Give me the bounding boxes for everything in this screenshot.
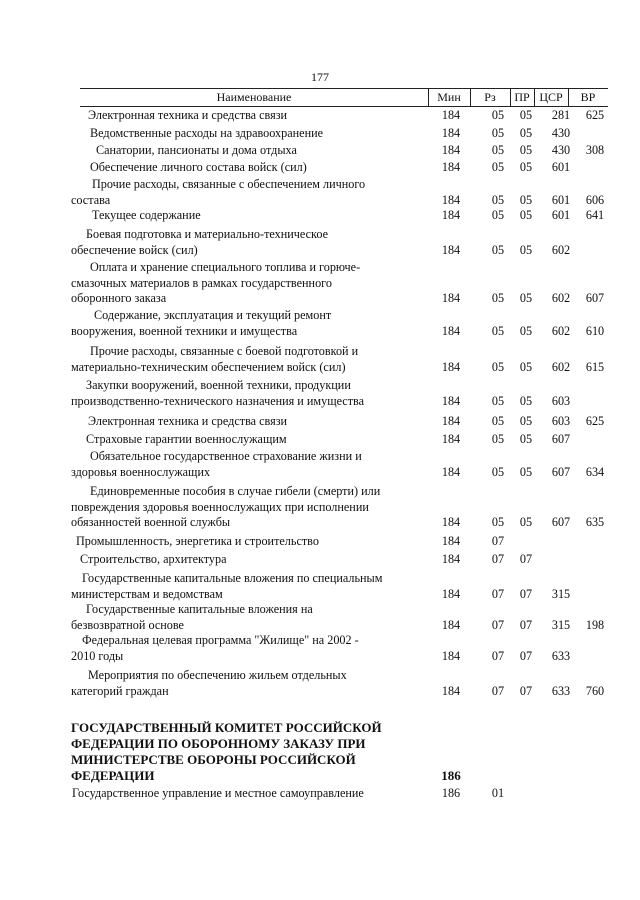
table-row [0,414,640,430]
cell-vr: 198 [585,617,605,632]
cell-vr: 610 [585,323,605,338]
cell-vr: 625 [585,108,605,122]
row-name-line: Боевая подготовка и материально-техническое [86,227,328,241]
cell-pr: 05 [519,192,533,207]
cell-rz: 05 [491,242,505,257]
cell-rz: 07 [491,534,505,548]
cell-min: 184 [441,359,461,374]
cell-csr: 601 [551,208,571,222]
row-name-line: Обеспечение личного состава войск (сил) [90,160,307,174]
cell-pr: 05 [519,414,533,428]
cell-rz: 05 [491,143,505,157]
cell-min: 184 [441,160,461,174]
row-name-line: Мероприятия по обеспечению жильем отдельных [88,668,347,682]
row-name-line: Строительство, архитектура [80,552,227,566]
cell-pr: 07 [519,648,533,663]
cell-rz: 07 [491,552,505,566]
row-name-line: безвозвратной основе [71,617,184,632]
table-row [0,143,640,159]
cell-csr: 602 [551,359,571,374]
row-name [0,633,359,664]
row-name-line: состава [71,192,111,207]
cell-csr: 607 [551,515,571,529]
row-name-line: Прочие расходы, связанные с обеспечением личного [92,177,366,191]
cell-csr: 603 [551,414,571,428]
row-name-line: Прочие расходы, связанные с боевой подготовкой и [90,344,359,358]
cell-pr: 05 [519,359,533,374]
row-name [0,378,364,409]
cell-csr: 603 [551,393,571,408]
cell-rz: 07 [491,586,505,601]
cell-min: 184 [441,586,461,601]
cell-min: 184 [441,393,461,408]
cell-pr: 05 [519,393,533,408]
row-name-line: Электронная техника и средства связи [88,414,288,428]
row-name [0,602,313,633]
table-row [0,160,640,176]
cell-min: 184 [441,414,461,428]
cell-csr: 633 [551,648,571,663]
row-name [0,344,358,375]
cell-csr: 602 [551,291,571,305]
organization-line: ФЕДЕРАЦИИ [71,768,155,783]
cell-pr: 05 [519,323,533,338]
row-name-line: Государственное управление и местное самоуправление [72,786,364,800]
cell-rz: 05 [491,515,505,529]
table-row [0,344,640,375]
row-name-line: повреждения здоровья военнослужащих при исполнении [71,499,369,514]
row-name [0,449,362,480]
row-name-line: Федеральная целевая программа "Жилище" на 2002 - [82,633,359,647]
cell-csr: 602 [551,323,571,338]
cell-rz: 05 [491,126,505,140]
row-name [0,414,287,430]
cell-csr: 607 [551,464,571,479]
row-name-line: Страховые гарантии военнослужащим [86,432,287,446]
cell-rz: 05 [491,192,505,207]
cell-rz: 07 [491,648,505,663]
row-name-line: Электронная техника и средства связи [88,108,288,122]
cell-rz: 07 [491,683,505,698]
row-name [0,552,227,568]
row-name [0,308,331,339]
row-name-line: обеспечение войск (сил) [71,242,198,257]
cell-pr: 07 [519,683,533,698]
cell-min: 184 [441,208,461,222]
cell-pr: 07 [519,586,533,601]
cell-rz: 01 [491,786,505,800]
row-name-line: Государственные капитальные вложения на [86,602,313,616]
organization-line: МИНИСТЕРСТВЕ ОБОРОНЫ РОССИЙСКОЙ [71,752,356,767]
row-name-line: Ведомственные расходы на здравоохранение [90,126,324,140]
cell-vr: 641 [585,208,605,222]
cell-pr: 05 [519,160,533,174]
cell-rz: 05 [491,160,505,174]
header-rz: Рз [484,90,496,104]
table-row [0,308,640,339]
cell-csr: 601 [551,160,571,174]
row-name [0,484,380,531]
cell-csr: 607 [551,432,571,446]
organization-heading [71,720,431,784]
row-name-line: Единовременные пособия в случае гибели (смерти) или [90,484,381,498]
table-row [0,668,640,699]
cell-pr: 07 [519,552,533,566]
cell-vr: 607 [585,291,605,305]
cell-csr: 430 [551,143,571,157]
header-name: Наименование [216,90,292,104]
cell-rz: 07 [491,617,505,632]
cell-rz: 05 [491,464,505,479]
table-header [80,88,608,107]
cell-min: 186 [441,786,461,800]
cell-min: 184 [441,552,461,566]
header-min: Мин [437,90,461,104]
table-row [0,227,640,258]
cell-pr: 05 [519,432,533,446]
cell-min: 184 [441,464,461,479]
row-name-line: производственно-технического назначения и имущества [71,393,365,408]
table-row [0,571,640,602]
cell-rz: 05 [491,208,505,222]
table-row [0,633,640,664]
row-name [0,432,287,448]
row-name-line: оборонного заказа [71,291,167,305]
row-name-line: 2010 годы [71,648,124,663]
cell-pr: 05 [519,242,533,257]
table-row [0,126,640,142]
cell-rz: 05 [491,432,505,446]
cell-rz: 05 [491,108,505,122]
cell-min: 184 [441,648,461,663]
row-name-line: Закупки вооружений, военной техники, продукции [86,378,351,392]
row-name-line: категорий граждан [71,683,169,698]
row-name-line: Санатории, пансионаты и дома отдыха [96,143,297,157]
cell-vr: 634 [585,464,605,479]
cell-min: 184 [441,192,461,207]
cell-pr: 07 [519,617,533,632]
table-row [0,534,640,550]
table-row [0,378,640,409]
row-name-line: министерствам и ведомствам [71,586,223,601]
row-name-line: обязанностей военной службы [71,515,231,529]
cell-vr: 760 [585,683,605,698]
table-row [0,108,640,124]
organization-min: 186 [441,768,461,783]
cell-vr: 635 [585,515,605,529]
cell-min: 184 [441,617,461,632]
row-name-line: здоровья военнослужащих [71,464,211,479]
cell-rz: 05 [491,291,505,305]
row-name [0,534,319,550]
row-name-line: материально-техническим обеспечением войск (сил) [71,359,346,374]
cell-rz: 05 [491,323,505,338]
table-row [0,602,640,633]
row-name-line: смазочных материалов в рамках государственного [71,275,332,290]
cell-csr: 601 [551,192,571,207]
table-row [0,260,640,307]
cell-min: 184 [441,126,461,140]
cell-csr: 602 [551,242,571,257]
cell-rz: 05 [491,359,505,374]
row-name [0,786,364,802]
cell-min: 184 [441,323,461,338]
cell-rz: 05 [491,414,505,428]
row-name [0,108,287,124]
row-name [0,143,297,159]
row-name-line: Содержание, эксплуатация и текущий ремонт [94,308,332,322]
cell-pr: 05 [519,108,533,122]
cell-min: 184 [441,143,461,157]
table-row [0,432,640,448]
cell-csr: 430 [551,126,571,140]
cell-csr: 315 [551,586,571,601]
cell-vr: 625 [585,414,605,428]
cell-rz: 05 [491,393,505,408]
cell-pr: 05 [519,208,533,222]
cell-csr: 633 [551,683,571,698]
page-number: 177 [311,70,329,84]
cell-pr: 05 [519,515,533,529]
row-name-line: Государственные капитальные вложения по специальным [82,571,383,585]
row-name-line: Обязательное государственное страхование жизни и [90,449,362,463]
table-row [0,449,640,480]
row-name-line: Оплата и хранение специального топлива и горюче- [90,260,361,274]
cell-pr: 05 [519,291,533,305]
cell-vr: 615 [585,359,605,374]
cell-min: 184 [441,515,461,529]
cell-min: 184 [441,534,461,548]
cell-min: 184 [441,683,461,698]
row-name-line: Промышленность, энергетика и строительство [76,534,319,548]
row-name-line: Текущее содержание [92,208,201,222]
row-name [0,177,365,208]
cell-min: 184 [441,242,461,257]
table-row [0,208,640,224]
cell-pr: 05 [519,143,533,157]
row-name [0,571,382,602]
cell-vr: 606 [585,192,605,207]
cell-min: 184 [441,291,461,305]
cell-min: 184 [441,432,461,446]
cell-pr: 05 [519,464,533,479]
cell-csr: 315 [551,617,571,632]
row-name [0,227,328,258]
row-name [0,668,347,699]
table-row-final [0,786,640,802]
cell-min: 184 [441,108,461,122]
header-vr: ВР [580,90,596,104]
header-csr: ЦСР [539,90,563,104]
cell-csr: 281 [551,108,571,122]
row-name [0,260,360,307]
cell-vr: 308 [585,143,605,157]
cell-pr: 05 [519,126,533,140]
row-name [0,160,307,176]
row-name [0,208,201,224]
organization-line: ГОСУДАРСТВЕННЫЙ КОМИТЕТ РОССИЙСКОЙ [71,720,382,735]
row-name-line: вооружения, военной техники и имущества [71,323,298,338]
table-row [0,484,640,531]
organization-line: ФЕДЕРАЦИИ ПО ОБОРОННОМУ ЗАКАЗУ ПРИ [71,736,366,751]
header-pr: ПР [514,90,530,104]
table-row [0,552,640,568]
row-name [0,126,323,142]
table-row [0,177,640,208]
